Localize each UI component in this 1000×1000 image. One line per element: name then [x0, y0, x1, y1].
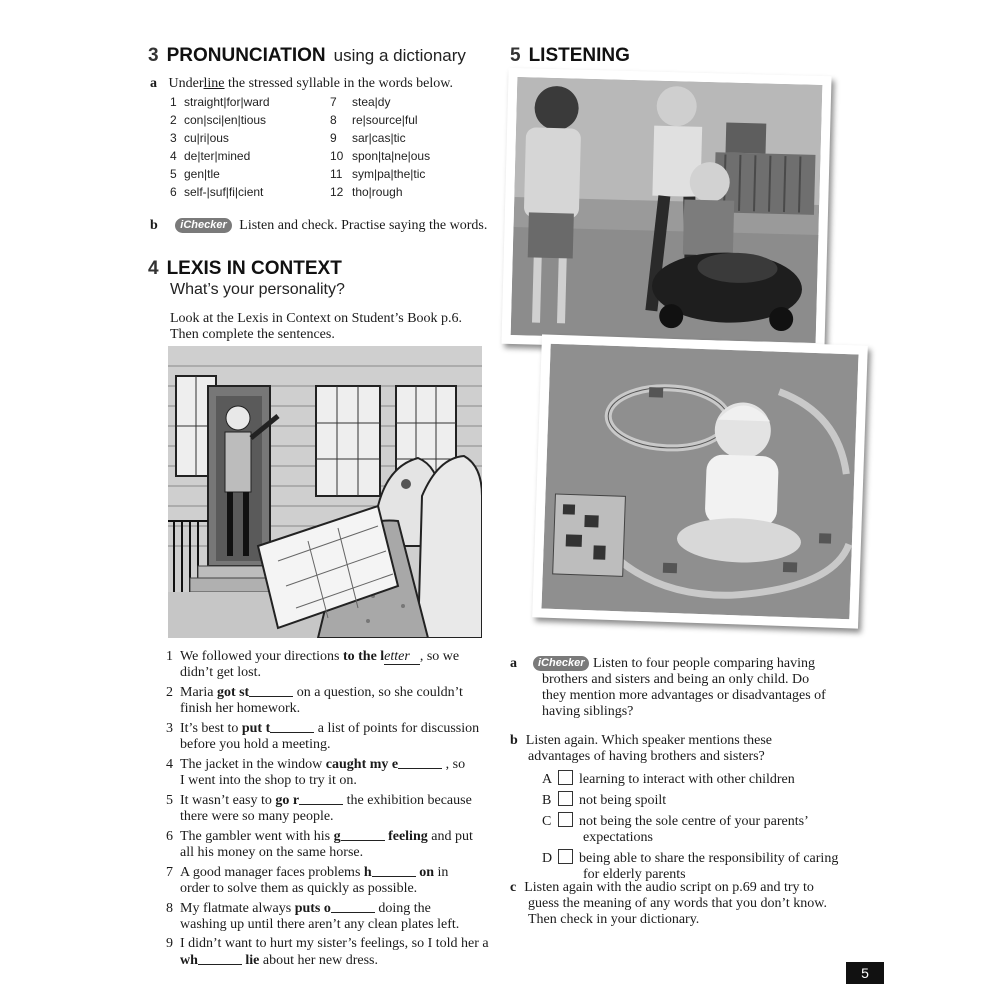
sentence-prompt: lie	[245, 953, 260, 968]
sentence-text: on a question, so she couldn’t	[296, 685, 463, 700]
option-item	[542, 812, 852, 846]
sentence-text: and put	[427, 829, 473, 844]
word-syllables: gen|tle	[184, 167, 220, 181]
word-item	[170, 149, 270, 167]
word-item	[170, 185, 270, 203]
sentence-item	[166, 720, 496, 753]
exercise-3a-instruction	[150, 76, 453, 92]
ichecker-icon: iChecker	[533, 656, 589, 671]
word-number: 12	[330, 185, 344, 199]
word-syllables: tho|rough	[352, 185, 403, 199]
sentence-number: 2	[166, 685, 173, 700]
sentence-list	[166, 649, 496, 972]
answer-blank[interactable]	[249, 684, 293, 697]
sentence-text: there were so many people.	[180, 809, 334, 824]
sentence-text: before you hold a meeting.	[180, 737, 331, 752]
word-syllables: sar|cas|tic	[352, 131, 406, 145]
sentence-text: about her new dress.	[259, 953, 378, 968]
word-syllables: cu|ri|ous	[184, 131, 229, 145]
answer-blank[interactable]	[198, 952, 242, 965]
exercise-label: c	[510, 880, 517, 895]
instruction-post: the stressed syllable in the words below.	[224, 76, 453, 91]
word-item	[170, 95, 270, 113]
sentence-text: The gambler went with his	[180, 829, 334, 844]
sentence-text: order to solve them as quickly as possible.	[180, 881, 418, 896]
word-number: 7	[330, 95, 337, 109]
sentence-text: Maria	[180, 685, 217, 700]
instruction-line: having siblings?	[542, 704, 634, 719]
sentence-number: 8	[166, 901, 173, 916]
exercise-label: a	[150, 76, 157, 91]
word-item	[330, 131, 430, 149]
sentence-text: We followed your directions	[180, 649, 343, 664]
sentence-line	[166, 720, 496, 737]
sentence-text: the exhibition because	[346, 793, 472, 808]
answer-blank[interactable]	[270, 720, 314, 733]
intro-line: Look at the Lexis in Context on Student’s Book p.6.	[170, 311, 463, 326]
sentence-line	[166, 864, 496, 881]
word-syllables: straight|for|ward	[184, 95, 270, 109]
word-number: 11	[330, 167, 343, 181]
sentence-line	[180, 845, 496, 861]
answer-checkbox[interactable]	[558, 812, 573, 827]
sentence-text: It wasn’t easy to	[180, 793, 276, 808]
word-syllables: con|sci|en|tious	[184, 113, 267, 127]
instruction-line: advantages of having brothers and sisters?	[528, 749, 765, 764]
sentence-number: 1	[166, 649, 173, 664]
section-number: 3	[148, 45, 159, 66]
instruction-line: Then check in your dictionary.	[528, 912, 700, 927]
sentence-text: in	[433, 865, 449, 880]
option-letter: B	[542, 793, 552, 808]
instruction-line: Listen to four people comparing having	[592, 656, 815, 671]
option-item	[542, 849, 852, 883]
sentence-line	[166, 756, 496, 773]
word-number: 6	[170, 185, 177, 199]
sentence-text: doing the	[378, 901, 431, 916]
word-syllables: stea|dy	[352, 95, 391, 109]
option-letter: C	[542, 814, 552, 829]
sentence-item	[166, 900, 496, 933]
sentence-prompt: caught my e	[325, 757, 399, 772]
sentence-number: 5	[166, 793, 173, 808]
instruction-line: guess the meaning of any words that you don’t know.	[528, 896, 828, 911]
sentence-number: 6	[166, 829, 173, 844]
sentence-prompt: h	[363, 865, 372, 880]
sentence-item	[166, 864, 496, 897]
word-syllables: sym|pa|the|tic	[352, 167, 426, 181]
option-line	[542, 770, 852, 788]
option-item	[542, 791, 852, 809]
sentence-text: I didn’t want to hurt my sister’s feelings, so I told her a	[180, 936, 489, 951]
instruction-line: Listen again with the audio script on p.69 and try to	[524, 880, 814, 895]
sentence-line	[166, 684, 496, 701]
word-syllables: self-|suf|fi|cient	[184, 185, 264, 199]
word-item	[330, 95, 430, 113]
exercise-5c	[510, 880, 850, 928]
option-item	[542, 770, 852, 788]
sentence-number: 4	[166, 757, 173, 772]
section-title: LEXIS IN CONTEXT	[166, 258, 342, 279]
word-list-left	[170, 95, 270, 203]
sentence-line	[166, 828, 496, 845]
option-text: being able to share the responsibility of caring	[579, 851, 839, 866]
sentence-text: I went into the shop to try it on.	[180, 773, 357, 788]
sentence-prompt: got st	[216, 685, 250, 700]
sentence-line	[166, 900, 496, 917]
word-number: 9	[330, 131, 337, 145]
photo-girl-train-set	[532, 334, 868, 628]
section-5-heading	[510, 45, 630, 67]
sentence-text: It’s best to	[180, 721, 242, 736]
sentence-text: , so we	[419, 649, 460, 664]
instruction-line: Listen again. Which speaker mentions these	[525, 733, 773, 748]
option-line	[542, 791, 852, 809]
option-line	[542, 849, 852, 867]
section-title: PRONUNCIATION	[166, 45, 326, 66]
sentence-line	[166, 649, 496, 665]
sentence-item	[166, 684, 496, 717]
word-item	[170, 131, 270, 149]
sentence-text: , so	[445, 757, 466, 772]
sentence-prompt: g	[333, 829, 341, 844]
instruction-text: Listen and check. Practise saying the words.	[239, 218, 488, 233]
word-syllables: spon|ta|ne|ous	[352, 149, 431, 163]
sentence-prompt: put t	[241, 721, 271, 736]
section-3-heading	[148, 45, 466, 67]
sentence-line	[180, 809, 496, 825]
sentence-number: 3	[166, 721, 173, 736]
sentence-number: 7	[166, 865, 173, 880]
sentence-text: washing up until there aren’t any clean plates left.	[180, 917, 460, 932]
instruction-line: they mention more advantages or disadvantages of	[542, 688, 826, 703]
sentence-item	[166, 756, 496, 789]
sentence-text: a list of points for discussion	[317, 721, 480, 736]
answer-blank[interactable]	[341, 828, 385, 841]
section-subtitle: using a dictionary	[333, 46, 466, 65]
word-number: 1	[170, 95, 177, 109]
exercise-5a	[510, 656, 850, 720]
sentence-item	[166, 792, 496, 825]
word-number: 8	[330, 113, 337, 127]
exercise-label: b	[510, 733, 518, 748]
option-text: learning to interact with other children	[579, 772, 795, 787]
sentence-prompt: on	[419, 865, 434, 880]
word-item	[330, 113, 430, 131]
answer-checkbox[interactable]	[558, 791, 573, 806]
word-syllables: de|ter|mined	[184, 149, 251, 163]
sentence-item	[166, 936, 496, 969]
exercise-5b	[510, 733, 850, 765]
sentence-text: A good manager faces problems	[180, 865, 364, 880]
sentence-prompt: go r	[275, 793, 300, 808]
section-number: 4	[148, 258, 159, 279]
answer-checkbox[interactable]	[558, 770, 573, 785]
sentence-line	[180, 737, 496, 753]
word-item	[170, 167, 270, 185]
sentence-text: My flatmate always	[180, 901, 295, 916]
sentence-line	[180, 665, 496, 681]
sentence-text: didn’t get lost.	[180, 665, 262, 680]
sentence-prompt: puts o	[294, 901, 331, 916]
sentence-line	[180, 701, 496, 717]
option-list	[542, 770, 852, 886]
word-item	[330, 185, 430, 203]
sentence-line	[166, 792, 496, 809]
option-text: not being spoilt	[579, 793, 667, 808]
exercise-label: a	[510, 656, 517, 671]
answer-blank[interactable]	[331, 900, 375, 913]
ichecker-icon: iChecker	[175, 218, 231, 233]
sentence-prompt: to the l	[342, 649, 385, 664]
section-subtitle: What’s your personality?	[170, 281, 345, 298]
option-letter: D	[542, 851, 553, 866]
sentence-line	[180, 917, 496, 933]
word-number: 2	[170, 113, 177, 127]
section-4-intro	[170, 311, 462, 343]
sentence-prompt: feeling	[388, 829, 428, 844]
answer-blank[interactable]	[299, 792, 343, 805]
option-line: for elderly parents	[583, 867, 686, 882]
option-line	[542, 812, 852, 830]
sentence-text: The jacket in the window	[180, 757, 326, 772]
sentence-line	[166, 936, 496, 952]
answer-blank[interactable]	[372, 864, 416, 877]
instruction-underlined: line	[203, 76, 225, 91]
section-title: LISTENING	[528, 45, 630, 66]
exercise-3b-instruction	[150, 218, 487, 234]
word-item	[330, 149, 430, 167]
word-number: 4	[170, 149, 177, 163]
sentence-number: 9	[166, 936, 173, 951]
option-text: not being the sole centre of your parents’	[579, 814, 809, 829]
page-number: 5	[846, 962, 884, 984]
sentence-prompt: wh	[180, 953, 198, 968]
photo-image	[511, 77, 823, 343]
word-number: 10	[330, 149, 344, 163]
instruction-line: brothers and sisters and being an only child. Do	[542, 672, 810, 687]
intro-line: Then complete the sentences.	[170, 327, 335, 342]
answer-checkbox[interactable]	[558, 849, 573, 864]
option-letter: A	[542, 772, 553, 787]
word-number: 5	[170, 167, 177, 181]
option-line: expectations	[583, 830, 653, 845]
sentence-item	[166, 828, 496, 861]
sentence-line	[180, 773, 496, 789]
sentence-text: all his money on the same horse.	[180, 845, 364, 860]
word-number: 3	[170, 131, 177, 145]
word-item	[330, 167, 430, 185]
photo-children-playing	[501, 68, 831, 352]
sentence-text: finish her homework.	[180, 701, 301, 716]
instruction-pre: Under	[168, 76, 204, 91]
cartoon-illustration	[168, 346, 482, 638]
word-item	[170, 113, 270, 131]
answer-blank[interactable]	[398, 756, 442, 769]
sentence-item	[166, 649, 496, 681]
sentence-line	[180, 881, 496, 897]
word-syllables: re|source|ful	[352, 113, 418, 127]
answer-example: etter	[384, 649, 420, 665]
word-list-right	[330, 95, 430, 203]
section-number: 5	[510, 45, 521, 66]
sentence-line	[180, 952, 496, 969]
section-4-heading	[148, 258, 342, 280]
photo-image	[541, 344, 858, 620]
exercise-label: b	[150, 218, 158, 233]
